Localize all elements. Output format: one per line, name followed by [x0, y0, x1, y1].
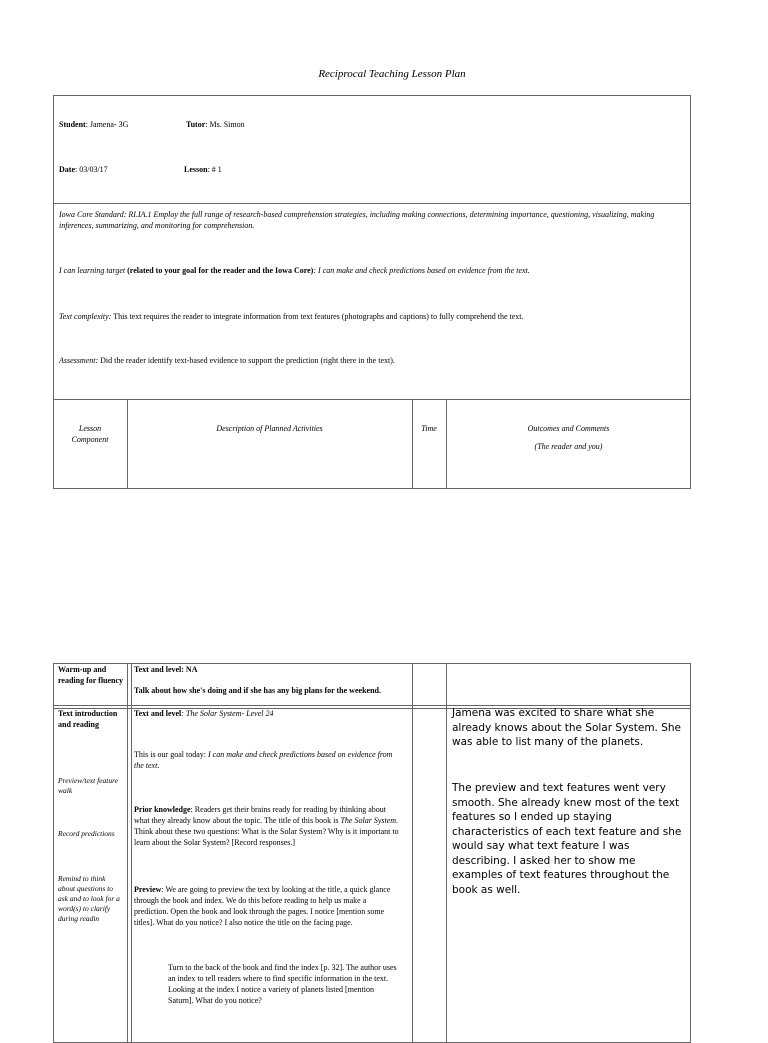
divider [127, 399, 128, 489]
prior-knowledge: Prior knowledge: Readers get their brains ready for reading by thinking about what they already know about the topic. The title of this book is The Solar System. Think about these two questions: What is the Solar System? Why is it important to learn about the Solar System? [Record responses.] [134, 805, 399, 847]
record-predictions-note: Record predictions [58, 829, 115, 838]
divider [127, 663, 128, 1043]
preview-step: Preview: We are going to preview the text by looking at the title, a quick glance through the book and index. We do this before reading to help us make a prediction. Open the book and look through the pages. I notice [mention some titles]. What do you notice? I also notice the title on the facing page. [134, 885, 391, 927]
core-standard: Iowa Core Standard: RI.IA.1 Employ the full range of research-based comprehension strategies, including making connections, determining importance, questioning, visualizing, making inferences, summarizing, and monitoring for comprehension. [59, 210, 655, 230]
student-field: Student: Jamena- 3G [59, 120, 129, 129]
date-field: Date: 03/03/17 [59, 165, 108, 174]
text-complexity: Text complexity: This text requires the reader to integrate information from text features (photographs and captions) to fully comprehend the text. [59, 312, 524, 321]
intro-text-level: Text and level: The Solar System- Level 24 [134, 709, 274, 718]
preview-walk-note: Preview/text feature walk [58, 776, 119, 795]
intro-component: Text introduction and reading [58, 709, 118, 729]
warmup-talk: Talk about how she's doing and if she has any big plans for the weekend. [134, 686, 381, 695]
header-outcomes: Outcomes and Comments (The reader and you) [527, 424, 610, 451]
page-title: Reciprocal Teaching Lesson Plan [318, 68, 466, 80]
header-time: Time [421, 424, 437, 433]
intro-goal: This is our goal today: I can make and check predictions based on evidence from the text. [134, 750, 393, 770]
remind-note: Remind to think about questions to ask and to look for a word(s) to clarify during readin [58, 874, 120, 923]
divider [53, 203, 691, 204]
divider [412, 399, 413, 489]
index-step: Turn to the back of the book and find the index [p. 32]. The author uses an index to tell readers where to find specific information in the text. Looking at the index I notice a variety of planets listed [mention Saturn]. What do you notice? [168, 963, 397, 1005]
divider [131, 663, 132, 1043]
divider [412, 663, 413, 1043]
outcome-comment-2: The preview and text features went very smooth. She already knew most of the text features so I ended up staying characteristics of each text feature and she would say what text feature I was describing. I asked her to show me examples of text features throughout the book as well. [452, 782, 682, 896]
divider [53, 399, 691, 400]
assessment: Assessment: Did the reader identify text-based evidence to support the prediction (right there in the text). [59, 356, 395, 365]
warmup-component: Warm-up and reading for fluency [58, 665, 124, 685]
warmup-text-level: Text and level: NA [134, 665, 198, 674]
tutor-field: Tutor: Ms. Simon [186, 120, 245, 129]
divider [446, 663, 447, 1043]
outcome-comment-1: Jamena was excited to share what she already knows about the Solar System. She was able to list many of the planets. [452, 707, 682, 748]
lesson-field: Lesson: # 1 [184, 165, 222, 174]
header-lesson-component: Lesson Component [71, 424, 109, 444]
learning-target: I can learning target (related to your goal for the reader and the Iowa Core): I can make and check predictions based on evidence from the text. [59, 266, 530, 275]
header-description: Description of Planned Activities [216, 424, 323, 433]
